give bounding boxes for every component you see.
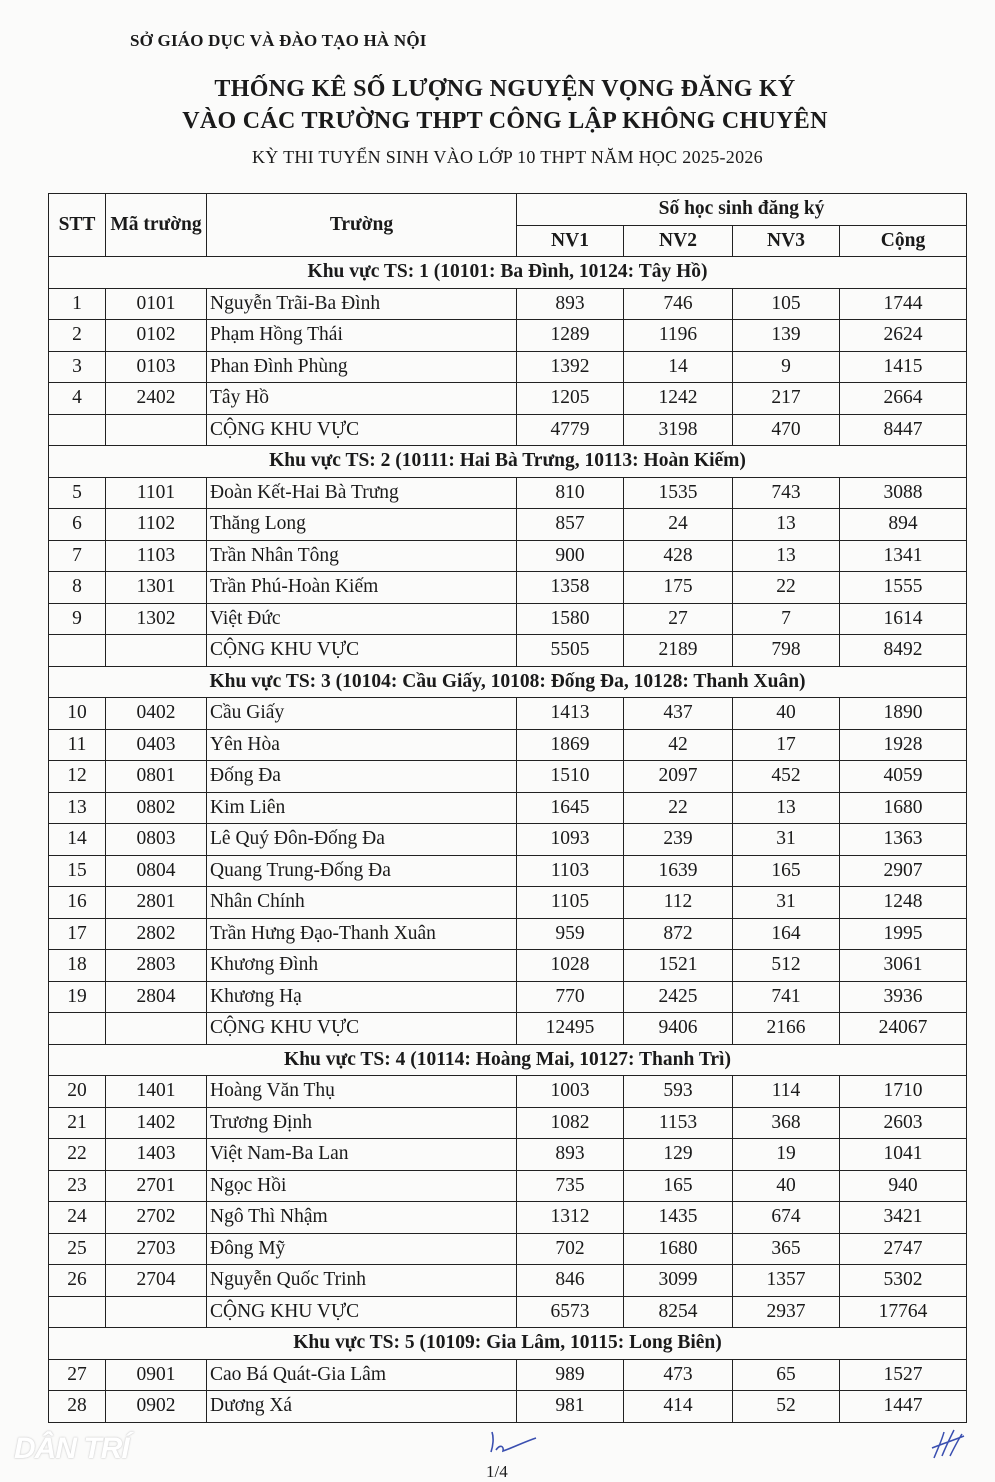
nv1-cell: 900 <box>517 540 624 572</box>
school-name-cell: Lê Quý Đôn-Đống Đa <box>207 824 517 856</box>
nv3-cell: 9 <box>733 351 840 383</box>
school-code-cell: 2802 <box>106 918 207 950</box>
stt-cell: 8 <box>49 572 106 604</box>
school-code-cell: 0901 <box>106 1359 207 1391</box>
nv2-cell: 165 <box>624 1170 733 1202</box>
region-header-row <box>49 1044 967 1076</box>
total-cell: 1415 <box>840 351 967 383</box>
nv3-cell: 105 <box>733 288 840 320</box>
total-cell: 5302 <box>840 1265 967 1297</box>
school-code-cell: 1301 <box>106 572 207 604</box>
region-title: Khu vực TS: 2 (10111: Hai Bà Trưng, 10113: Hoàn Kiếm) <box>49 446 967 478</box>
nv2-cell: 9406 <box>624 1013 733 1045</box>
table-row <box>49 603 967 635</box>
total-cell: 1527 <box>840 1359 967 1391</box>
nv1-cell: 1103 <box>517 855 624 887</box>
nv2-cell: 428 <box>624 540 733 572</box>
stt-cell: 19 <box>49 981 106 1013</box>
nv2-cell: 14 <box>624 351 733 383</box>
nv3-cell: 31 <box>733 887 840 919</box>
school-name-cell: Kim Liên <box>207 792 517 824</box>
nv3-cell: 512 <box>733 950 840 982</box>
table-row <box>49 1107 967 1139</box>
nv1-cell: 1205 <box>517 383 624 415</box>
total-cell: 17764 <box>840 1296 967 1328</box>
table-row <box>49 855 967 887</box>
stt-cell: 21 <box>49 1107 106 1139</box>
stt-cell: 7 <box>49 540 106 572</box>
school-name-cell: CỘNG KHU VỰC <box>207 635 517 667</box>
table-row <box>49 477 967 509</box>
school-name-cell: CỘNG KHU VỰC <box>207 1013 517 1045</box>
stt-cell: 2 <box>49 320 106 352</box>
school-code-cell <box>106 635 207 667</box>
nv2-cell: 22 <box>624 792 733 824</box>
nv3-cell: 2166 <box>733 1013 840 1045</box>
nv1-cell: 1413 <box>517 698 624 730</box>
table-row <box>49 288 967 320</box>
school-code-cell: 1302 <box>106 603 207 635</box>
region-title: Khu vực TS: 1 (10101: Ba Đình, 10124: Tây Hồ) <box>49 257 967 289</box>
header-nv1: NV1 <box>517 225 624 257</box>
nv1-cell: 893 <box>517 288 624 320</box>
region-title: Khu vực TS: 4 (10114: Hoàng Mai, 10127: Thanh Trì) <box>49 1044 967 1076</box>
nv1-cell: 959 <box>517 918 624 950</box>
total-cell: 3088 <box>840 477 967 509</box>
nv3-cell: 1357 <box>733 1265 840 1297</box>
stt-cell <box>49 635 106 667</box>
nv2-cell: 27 <box>624 603 733 635</box>
nv2-cell: 872 <box>624 918 733 950</box>
school-code-cell <box>106 1013 207 1045</box>
school-name-cell: Đông Mỹ <box>207 1233 517 1265</box>
nv1-cell: 1082 <box>517 1107 624 1139</box>
nv3-cell: 114 <box>733 1076 840 1108</box>
stt-cell: 25 <box>49 1233 106 1265</box>
school-name-cell: Phạm Hồng Thái <box>207 320 517 352</box>
school-code-cell: 2402 <box>106 383 207 415</box>
region-total-row <box>49 635 967 667</box>
stt-cell: 13 <box>49 792 106 824</box>
total-cell: 1447 <box>840 1391 967 1423</box>
nv3-cell: 52 <box>733 1391 840 1423</box>
stt-cell: 6 <box>49 509 106 541</box>
nv2-cell: 42 <box>624 729 733 761</box>
school-code-cell: 0402 <box>106 698 207 730</box>
school-name-cell: Ngọc Hồi <box>207 1170 517 1202</box>
table-body <box>49 257 967 1423</box>
school-code-cell: 0101 <box>106 288 207 320</box>
school-name-cell: Khương Đình <box>207 950 517 982</box>
stt-cell: 10 <box>49 698 106 730</box>
total-cell: 1744 <box>840 288 967 320</box>
stt-cell: 1 <box>49 288 106 320</box>
nv1-cell: 846 <box>517 1265 624 1297</box>
document-title-line-2: VÀO CÁC TRƯỜNG THPT CÔNG LẬP KHÔNG CHUYÊN <box>182 108 828 134</box>
school-code-cell: 0801 <box>106 761 207 793</box>
stt-cell: 3 <box>49 351 106 383</box>
table-row <box>49 729 967 761</box>
nv2-cell: 437 <box>624 698 733 730</box>
school-name-cell: Đoàn Kết-Hai Bà Trưng <box>207 477 517 509</box>
table-row <box>49 509 967 541</box>
school-name-cell: Đống Đa <box>207 761 517 793</box>
region-header-row <box>49 257 967 289</box>
school-name-cell: Nguyễn Quốc Trinh <box>207 1265 517 1297</box>
nv3-cell: 165 <box>733 855 840 887</box>
nv2-cell: 746 <box>624 288 733 320</box>
nv3-cell: 19 <box>733 1139 840 1171</box>
school-name-cell: Trần Nhân Tông <box>207 540 517 572</box>
total-cell: 2747 <box>840 1233 967 1265</box>
nv1-cell: 12495 <box>517 1013 624 1045</box>
school-name-cell: Việt Nam-Ba Lan <box>207 1139 517 1171</box>
total-cell: 3936 <box>840 981 967 1013</box>
total-cell: 2907 <box>840 855 967 887</box>
region-title: Khu vực TS: 3 (10104: Cầu Giấy, 10108: Đống Đa, 10128: Thanh Xuân) <box>49 666 967 698</box>
table-row <box>49 1139 967 1171</box>
region-total-row <box>49 1296 967 1328</box>
header-registered-students: Số học sinh đăng ký <box>517 194 967 226</box>
total-cell: 1890 <box>840 698 967 730</box>
header-school: Trường <box>207 194 517 257</box>
school-name-cell: Nhân Chính <box>207 887 517 919</box>
total-cell: 940 <box>840 1170 967 1202</box>
table-row <box>49 761 967 793</box>
nv1-cell: 735 <box>517 1170 624 1202</box>
school-code-cell: 0803 <box>106 824 207 856</box>
table-row <box>49 320 967 352</box>
nv3-cell: 22 <box>733 572 840 604</box>
nv1-cell: 1312 <box>517 1202 624 1234</box>
school-name-cell: Thăng Long <box>207 509 517 541</box>
school-code-cell: 2803 <box>106 950 207 982</box>
region-title: Khu vực TS: 5 (10109: Gia Lâm, 10115: Long Biên) <box>49 1328 967 1360</box>
nv3-cell: 741 <box>733 981 840 1013</box>
school-code-cell: 0902 <box>106 1391 207 1423</box>
total-cell: 1248 <box>840 887 967 919</box>
nv2-cell: 239 <box>624 824 733 856</box>
school-code-cell: 1402 <box>106 1107 207 1139</box>
school-name-cell: Khương Hạ <box>207 981 517 1013</box>
nv3-cell: 7 <box>733 603 840 635</box>
total-cell: 1995 <box>840 918 967 950</box>
table-row <box>49 981 967 1013</box>
nv2-cell: 1435 <box>624 1202 733 1234</box>
school-name-cell: Ngô Thì Nhậm <box>207 1202 517 1234</box>
issuing-department: SỞ GIÁO DỤC VÀ ĐÀO TẠO HÀ NỘI <box>130 31 427 50</box>
stt-cell: 28 <box>49 1391 106 1423</box>
table-row <box>49 698 967 730</box>
total-cell: 8492 <box>840 635 967 667</box>
nv3-cell: 17 <box>733 729 840 761</box>
school-name-cell: Quang Trung-Đống Đa <box>207 855 517 887</box>
stt-cell: 18 <box>49 950 106 982</box>
nv1-cell: 1105 <box>517 887 624 919</box>
nv1-cell: 770 <box>517 981 624 1013</box>
region-header-row <box>49 666 967 698</box>
nv2-cell: 1535 <box>624 477 733 509</box>
table-row <box>49 572 967 604</box>
nv1-cell: 1358 <box>517 572 624 604</box>
region-total-row <box>49 414 967 446</box>
school-code-cell: 2804 <box>106 981 207 1013</box>
nv1-cell: 857 <box>517 509 624 541</box>
total-cell: 1555 <box>840 572 967 604</box>
nv3-cell: 798 <box>733 635 840 667</box>
nv2-cell: 414 <box>624 1391 733 1423</box>
total-cell: 2664 <box>840 383 967 415</box>
total-cell: 894 <box>840 509 967 541</box>
total-cell: 8447 <box>840 414 967 446</box>
nv2-cell: 2425 <box>624 981 733 1013</box>
total-cell: 1928 <box>840 729 967 761</box>
nv3-cell: 365 <box>733 1233 840 1265</box>
school-name-cell: Trương Định <box>207 1107 517 1139</box>
nv3-cell: 31 <box>733 824 840 856</box>
nv1-cell: 1580 <box>517 603 624 635</box>
stt-cell: 15 <box>49 855 106 887</box>
nv2-cell: 1196 <box>624 320 733 352</box>
region-header-row <box>49 1328 967 1360</box>
table-row <box>49 1170 967 1202</box>
school-code-cell: 2801 <box>106 887 207 919</box>
stt-cell: 11 <box>49 729 106 761</box>
nv2-cell: 24 <box>624 509 733 541</box>
school-name-cell: Dương Xá <box>207 1391 517 1423</box>
school-code-cell: 0804 <box>106 855 207 887</box>
school-name-cell: Yên Hòa <box>207 729 517 761</box>
nv3-cell: 368 <box>733 1107 840 1139</box>
nv3-cell: 13 <box>733 792 840 824</box>
total-cell: 2624 <box>840 320 967 352</box>
document-subtitle: KỲ THI TUYỂN SINH VÀO LỚP 10 THPT NĂM HỌC 2025-2026 <box>252 147 763 167</box>
registration-statistics-table <box>48 193 967 1423</box>
stt-cell: 26 <box>49 1265 106 1297</box>
school-name-cell: Tây Hồ <box>207 383 517 415</box>
nv1-cell: 1289 <box>517 320 624 352</box>
school-code-cell: 2703 <box>106 1233 207 1265</box>
nv2-cell: 112 <box>624 887 733 919</box>
stt-cell: 17 <box>49 918 106 950</box>
total-cell: 1614 <box>840 603 967 635</box>
total-cell: 3421 <box>840 1202 967 1234</box>
total-cell: 1710 <box>840 1076 967 1108</box>
nv1-cell: 1645 <box>517 792 624 824</box>
nv3-cell: 164 <box>733 918 840 950</box>
table-row <box>49 1076 967 1108</box>
table-row <box>49 887 967 919</box>
school-code-cell: 2702 <box>106 1202 207 1234</box>
table-row <box>49 383 967 415</box>
nv2-cell: 1153 <box>624 1107 733 1139</box>
page-number: 1/4 <box>486 1462 508 1481</box>
stt-cell: 4 <box>49 383 106 415</box>
school-name-cell: Trần Phú-Hoàn Kiếm <box>207 572 517 604</box>
stt-cell <box>49 1296 106 1328</box>
nv2-cell: 473 <box>624 1359 733 1391</box>
school-name-cell: Trần Hưng Đạo-Thanh Xuân <box>207 918 517 950</box>
nv1-cell: 5505 <box>517 635 624 667</box>
nv3-cell: 139 <box>733 320 840 352</box>
nv3-cell: 2937 <box>733 1296 840 1328</box>
school-code-cell: 1401 <box>106 1076 207 1108</box>
nv2-cell: 1639 <box>624 855 733 887</box>
nv2-cell: 8254 <box>624 1296 733 1328</box>
school-code-cell <box>106 414 207 446</box>
school-code-cell: 1102 <box>106 509 207 541</box>
nv2-cell: 3198 <box>624 414 733 446</box>
initial-signature-icon <box>928 1426 968 1462</box>
initial-signature-icon <box>484 1428 544 1456</box>
nv1-cell: 1869 <box>517 729 624 761</box>
table-row <box>49 950 967 982</box>
nv3-cell: 470 <box>733 414 840 446</box>
total-cell: 1041 <box>840 1139 967 1171</box>
stt-cell: 22 <box>49 1139 106 1171</box>
nv1-cell: 1093 <box>517 824 624 856</box>
school-name-cell: Việt Đức <box>207 603 517 635</box>
nv3-cell: 452 <box>733 761 840 793</box>
table-row <box>49 1359 967 1391</box>
stt-cell <box>49 414 106 446</box>
nv2-cell: 1521 <box>624 950 733 982</box>
nv1-cell: 989 <box>517 1359 624 1391</box>
nv1-cell: 981 <box>517 1391 624 1423</box>
nv1-cell: 1392 <box>517 351 624 383</box>
school-code-cell: 2704 <box>106 1265 207 1297</box>
school-code-cell: 1103 <box>106 540 207 572</box>
stt-cell: 23 <box>49 1170 106 1202</box>
nv3-cell: 13 <box>733 540 840 572</box>
school-code-cell: 0103 <box>106 351 207 383</box>
school-name-cell: CỘNG KHU VỰC <box>207 1296 517 1328</box>
school-name-cell: Cao Bá Quát-Gia Lâm <box>207 1359 517 1391</box>
header-school-code: Mã trường <box>106 194 207 257</box>
nv2-cell: 1680 <box>624 1233 733 1265</box>
table-row <box>49 792 967 824</box>
total-cell: 1341 <box>840 540 967 572</box>
total-cell: 4059 <box>840 761 967 793</box>
region-header-row <box>49 446 967 478</box>
nv2-cell: 2189 <box>624 635 733 667</box>
stt-cell: 12 <box>49 761 106 793</box>
stt-cell: 14 <box>49 824 106 856</box>
header-nv2: NV2 <box>624 225 733 257</box>
nv1-cell: 6573 <box>517 1296 624 1328</box>
total-cell: 24067 <box>840 1013 967 1045</box>
table-row <box>49 918 967 950</box>
nv1-cell: 702 <box>517 1233 624 1265</box>
nv1-cell: 1003 <box>517 1076 624 1108</box>
nv2-cell: 593 <box>624 1076 733 1108</box>
nv3-cell: 217 <box>733 383 840 415</box>
school-name-cell: Phan Đình Phùng <box>207 351 517 383</box>
school-code-cell <box>106 1296 207 1328</box>
school-code-cell: 0802 <box>106 792 207 824</box>
nv1-cell: 810 <box>517 477 624 509</box>
total-cell: 2603 <box>840 1107 967 1139</box>
school-code-cell: 1403 <box>106 1139 207 1171</box>
region-total-row <box>49 1013 967 1045</box>
school-name-cell: Nguyễn Trãi-Ba Đình <box>207 288 517 320</box>
nv1-cell: 1510 <box>517 761 624 793</box>
nv2-cell: 129 <box>624 1139 733 1171</box>
nv2-cell: 1242 <box>624 383 733 415</box>
stt-cell: 16 <box>49 887 106 919</box>
school-name-cell: Hoàng Văn Thụ <box>207 1076 517 1108</box>
stt-cell: 27 <box>49 1359 106 1391</box>
table-row <box>49 1233 967 1265</box>
document-title-line-1: THỐNG KÊ SỐ LƯỢNG NGUYỆN VỌNG ĐĂNG KÝ <box>214 76 796 102</box>
table-row <box>49 1202 967 1234</box>
watermark-logo: DÂN TRÍ <box>14 1432 129 1465</box>
table-row <box>49 351 967 383</box>
header-total: Cộng <box>840 225 967 257</box>
school-code-cell: 2701 <box>106 1170 207 1202</box>
nv3-cell: 40 <box>733 1170 840 1202</box>
nv3-cell: 674 <box>733 1202 840 1234</box>
stt-cell: 20 <box>49 1076 106 1108</box>
table-row <box>49 824 967 856</box>
table-row <box>49 540 967 572</box>
stt-cell <box>49 1013 106 1045</box>
total-cell: 1363 <box>840 824 967 856</box>
stt-cell: 24 <box>49 1202 106 1234</box>
nv1-cell: 893 <box>517 1139 624 1171</box>
total-cell: 1680 <box>840 792 967 824</box>
school-name-cell: CỘNG KHU VỰC <box>207 414 517 446</box>
nv3-cell: 65 <box>733 1359 840 1391</box>
table-row <box>49 1265 967 1297</box>
nv3-cell: 743 <box>733 477 840 509</box>
nv2-cell: 175 <box>624 572 733 604</box>
school-code-cell: 0102 <box>106 320 207 352</box>
nv3-cell: 13 <box>733 509 840 541</box>
school-code-cell: 0403 <box>106 729 207 761</box>
stt-cell: 5 <box>49 477 106 509</box>
nv2-cell: 2097 <box>624 761 733 793</box>
nv3-cell: 40 <box>733 698 840 730</box>
school-code-cell: 1101 <box>106 477 207 509</box>
nv2-cell: 3099 <box>624 1265 733 1297</box>
table-row <box>49 1391 967 1423</box>
header-stt: STT <box>49 194 106 257</box>
nv1-cell: 4779 <box>517 414 624 446</box>
school-name-cell: Cầu Giấy <box>207 698 517 730</box>
nv1-cell: 1028 <box>517 950 624 982</box>
stt-cell: 9 <box>49 603 106 635</box>
total-cell: 3061 <box>840 950 967 982</box>
header-nv3: NV3 <box>733 225 840 257</box>
